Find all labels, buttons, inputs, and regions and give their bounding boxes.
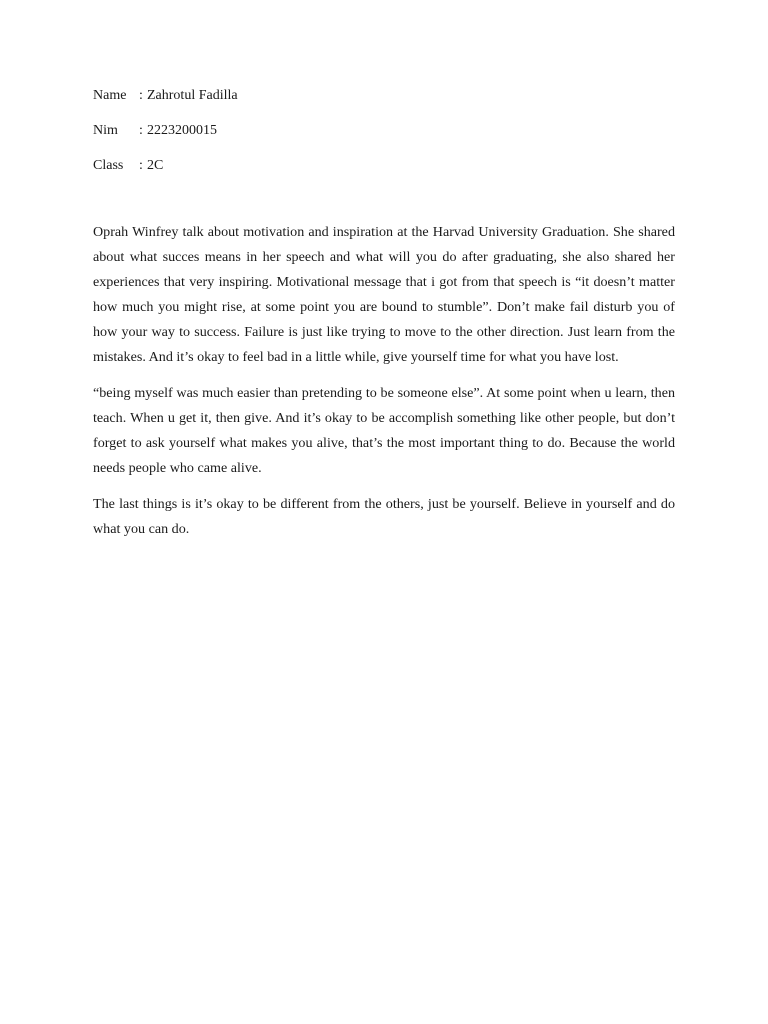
class-label: Class — [93, 158, 124, 173]
paragraph-1: Oprah Winfrey talk about motivation and inspiration at the Harvad University Graduation. She shared about what succes means in her speech and what will you do after graduating, she also shared her experiences that very inspiring. Motivational message that i got from that speech is “it doesn’t matter how much you might rise, at some point you are bound to stumble”. Don’t make fail disturb you of how your way to success. Failure is just like trying to move to the other direction. Just learn from the mistakes. And it’s okay to feel bad in a little while, give yourself time for what you have lost. — [93, 224, 675, 365]
nim-separator: : — [139, 123, 143, 138]
class-value: 2C — [147, 158, 164, 173]
name-label: Name — [93, 88, 127, 103]
class-separator: : — [139, 158, 143, 173]
nim-label: Nim — [93, 123, 118, 138]
nim-row — [93, 119, 675, 143]
class-row — [93, 154, 675, 178]
document-page — [93, 84, 675, 553]
paragraph-3: The last things is it’s okay to be different from the others, just be yourself. Believe in yourself and do what you can do. — [93, 496, 675, 537]
name-row — [93, 84, 675, 108]
nim-value: 2223200015 — [147, 123, 217, 138]
name-value: Zahrotul Fadilla — [147, 88, 238, 103]
paragraph-2: “being myself was much easier than pretending to be someone else”. At some point when u learn, then teach. When u get it, then give. And it’s okay to be accomplish something like other people, but don’t forget to ask yourself what makes you alive, that’s the most important thing to do. Because the world needs people who came alive. — [93, 385, 675, 476]
name-separator: : — [139, 88, 143, 103]
essay-body — [93, 220, 675, 542]
